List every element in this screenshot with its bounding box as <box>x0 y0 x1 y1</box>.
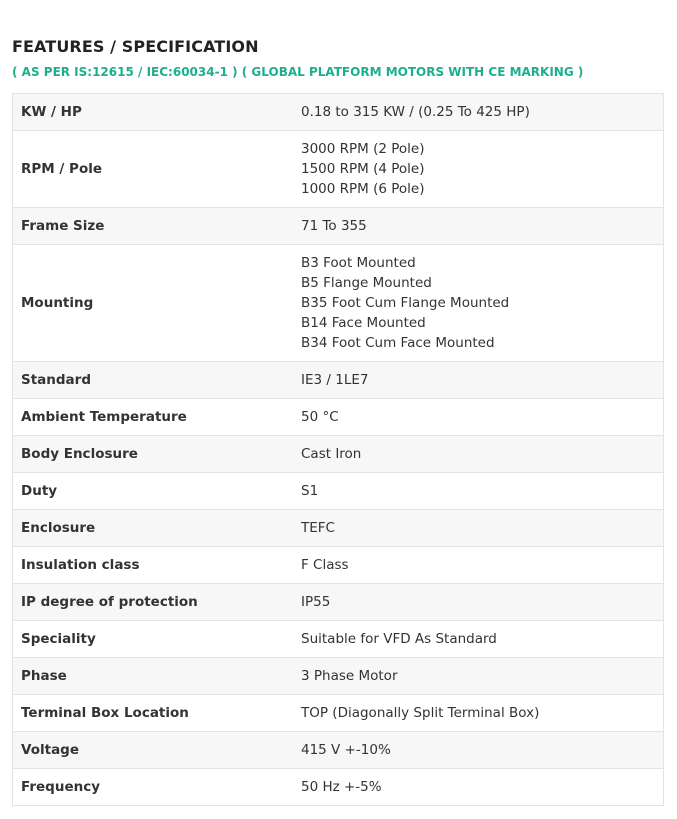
spec-label: Frame Size <box>13 208 285 245</box>
specification-table <box>12 93 664 806</box>
spec-label: Standard <box>13 362 285 399</box>
spec-value-line: B34 Foot Cum Face Mounted <box>301 335 495 351</box>
spec-label: Phase <box>13 658 285 695</box>
spec-label: Insulation class <box>13 547 285 584</box>
spec-label: Duty <box>13 473 285 510</box>
spec-value-line: 415 V +-10% <box>301 742 391 758</box>
spec-value-line: 50 Hz +-5% <box>301 779 382 795</box>
spec-value-line: IP55 <box>301 594 331 610</box>
table-row <box>13 436 664 473</box>
spec-value-line: 3 Phase Motor <box>301 668 398 684</box>
spec-value <box>284 399 664 436</box>
table-row <box>13 621 664 658</box>
spec-value <box>284 584 664 621</box>
spec-value <box>284 436 664 473</box>
spec-label: KW / HP <box>13 94 285 131</box>
spec-value-line: B14 Face Mounted <box>301 315 426 331</box>
spec-label: Terminal Box Location <box>13 695 285 732</box>
spec-value <box>284 245 664 362</box>
spec-value-line: 3000 RPM (2 Pole) <box>301 141 425 157</box>
table-row <box>13 584 664 621</box>
spec-value-line: TOP (Diagonally Split Terminal Box) <box>301 705 540 721</box>
spec-value-line: 0.18 to 315 KW / (0.25 To 425 HP) <box>301 104 530 120</box>
table-row <box>13 510 664 547</box>
table-row <box>13 769 664 806</box>
table-row <box>13 245 664 362</box>
table-row <box>13 131 664 208</box>
spec-label: Enclosure <box>13 510 285 547</box>
spec-value <box>284 621 664 658</box>
table-row <box>13 399 664 436</box>
spec-label: Voltage <box>13 732 285 769</box>
spec-value <box>284 362 664 399</box>
spec-label: Ambient Temperature <box>13 399 285 436</box>
table-row <box>13 658 664 695</box>
spec-value <box>284 94 664 131</box>
spec-value <box>284 695 664 732</box>
table-row <box>13 547 664 584</box>
spec-value-line: 50 °C <box>301 409 339 425</box>
spec-value <box>284 769 664 806</box>
spec-value-line: B5 Flange Mounted <box>301 275 432 291</box>
spec-label: Mounting <box>13 245 285 362</box>
spec-value <box>284 547 664 584</box>
spec-value <box>284 208 664 245</box>
table-row <box>13 94 664 131</box>
spec-value-line: IE3 / 1LE7 <box>301 372 369 388</box>
spec-label: Body Enclosure <box>13 436 285 473</box>
table-row <box>13 208 664 245</box>
spec-label: Speciality <box>13 621 285 658</box>
spec-value-line: B35 Foot Cum Flange Mounted <box>301 295 510 311</box>
spec-value-line: B3 Foot Mounted <box>301 255 416 271</box>
spec-value <box>284 473 664 510</box>
spec-label: RPM / Pole <box>13 131 285 208</box>
specification-table-body <box>13 94 664 806</box>
table-row <box>13 732 664 769</box>
standards-subtitle: ( AS PER IS:12615 / IEC:60034-1 ) ( GLOBAL PLATFORM MOTORS WITH CE MARKING ) <box>12 65 584 79</box>
spec-value-line: 71 To 355 <box>301 218 367 234</box>
table-row <box>13 473 664 510</box>
table-row <box>13 695 664 732</box>
spec-value <box>284 510 664 547</box>
spec-value <box>284 131 664 208</box>
spec-value-line: 1500 RPM (4 Pole) <box>301 161 425 177</box>
spec-value <box>284 658 664 695</box>
spec-value-line: S1 <box>301 483 319 499</box>
spec-value-line: TEFC <box>301 520 335 536</box>
spec-value-line: 1000 RPM (6 Pole) <box>301 181 425 197</box>
spec-value <box>284 732 664 769</box>
table-row <box>13 362 664 399</box>
page-title: FEATURES / SPECIFICATION <box>12 37 259 56</box>
spec-value-line: F Class <box>301 557 349 573</box>
spec-label: IP degree of protection <box>13 584 285 621</box>
spec-value-line: Suitable for VFD As Standard <box>301 631 497 647</box>
spec-label: Frequency <box>13 769 285 806</box>
spec-value-line: Cast Iron <box>301 446 362 462</box>
